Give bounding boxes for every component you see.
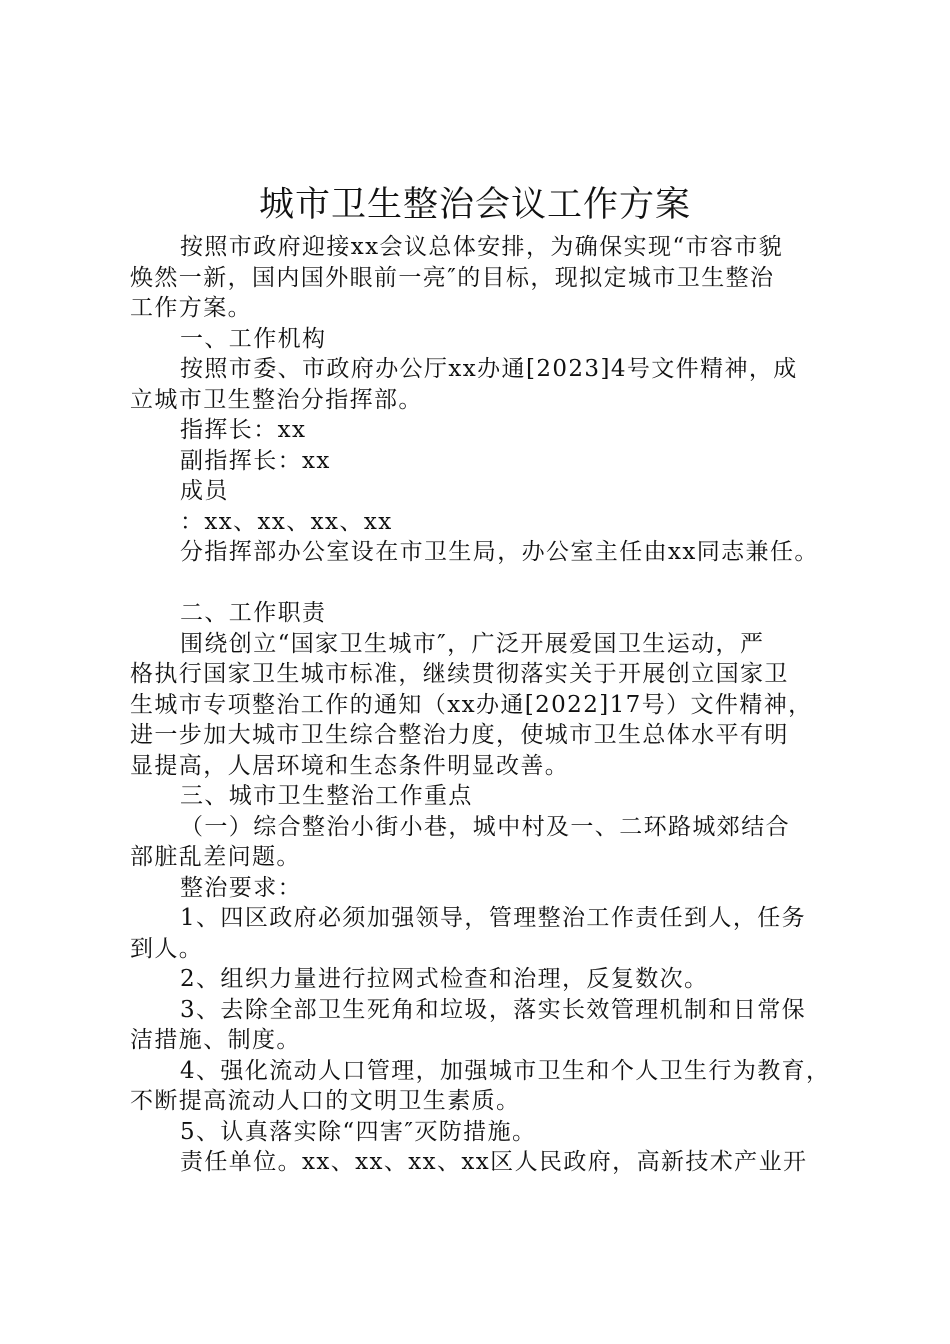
text-line: 进一步加大城市卫生综合整治力度，使城市卫生总体水平有明	[130, 722, 789, 748]
text-line: 按照市委、市政府办公厅xx办通[2023]4号文件精神，成	[180, 356, 798, 382]
text-line: 成员	[180, 478, 229, 504]
text-line: 4、强化流动人口管理，加强城市卫生和个人卫生行为教育，	[180, 1057, 831, 1084]
text-line: 部脏乱差问题。	[130, 844, 301, 870]
document-body	[130, 232, 845, 1178]
document-title: 城市卫生整治会议工作方案	[258, 185, 691, 225]
text-line: 1、四区政府必须加强领导，管理整治工作责任到人，任务	[180, 905, 807, 931]
text-line: ：xx、xx、xx、xx	[180, 508, 393, 535]
text-line: 整治要求：	[180, 874, 302, 901]
text-line: 5、认真落实除“四害″灭防措施。	[180, 1118, 537, 1145]
text-line: 一、工作机构	[180, 325, 327, 352]
text-line: 工作方案。	[130, 295, 252, 321]
blank-line	[130, 568, 845, 599]
text-line: 不断提高流动人口的文明卫生素质。	[130, 1088, 521, 1114]
text-line: 按照市政府迎接xx会议总体安排，为确保实现“市容市貌	[180, 234, 784, 260]
text-line: 分指挥部办公室设在市卫生局，办公室主任由xx同志兼任。	[180, 539, 819, 565]
text-line: 2、组织力量进行拉网式检查和治理，反复数次。	[180, 966, 709, 992]
text-line: 立城市卫生整治分指挥部。	[130, 386, 423, 413]
text-line: 三、城市卫生整治工作重点	[180, 783, 473, 809]
text-line: （一）综合整治小街小巷，城中村及一、二环路城郊结合	[180, 813, 790, 840]
text-line: 洁措施、制度。	[130, 1027, 301, 1053]
text-line: 生城市专项整治工作的通知（xx办通[2022]17号）文件精神，	[130, 691, 813, 718]
text-line: 副指挥长：xx	[180, 447, 331, 474]
text-line: 焕然一新，国内国外眼前一亮″的目标，现拟定城市卫生整治	[130, 264, 775, 291]
text-line: 指挥长：xx	[180, 417, 307, 443]
text-line: 3、去除全部卫生死角和垃圾，落实长效管理机制和日常保	[180, 996, 807, 1023]
text-line: 责任单位。xx、xx、xx、xx区人民政府，高新技术产业开	[180, 1149, 808, 1175]
text-line: 显提高，人居环境和生态条件明显改善。	[130, 752, 570, 779]
text-line: 到人。	[130, 935, 204, 962]
text-line: 格执行国家卫生城市标准，继续贯彻落实关于开展创立国家卫	[130, 661, 789, 687]
text-line: 二、工作职责	[180, 600, 327, 626]
text-line: 围绕创立“国家卫生城市″，广泛开展爱国卫生运动，严	[180, 630, 765, 657]
